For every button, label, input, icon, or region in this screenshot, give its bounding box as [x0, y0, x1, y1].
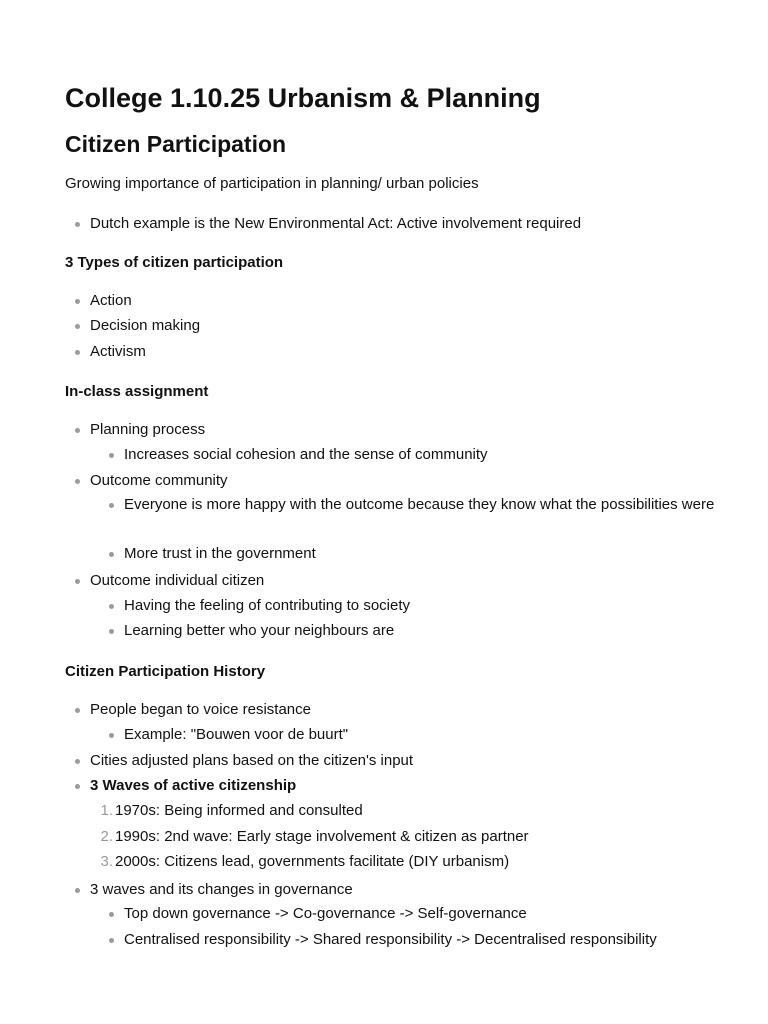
- bullet-icon: [109, 503, 114, 508]
- list-item: Cities adjusted plans based on the citizen's input: [90, 752, 414, 769]
- bullet-icon: [109, 912, 114, 917]
- list-item: More trust in the government: [124, 545, 316, 562]
- list-item: People began to voice resistance: [90, 701, 311, 718]
- list-item: Planning process: [90, 421, 206, 438]
- list-item: Top down governance -> Co-governance -> Self-governance: [124, 905, 527, 922]
- assignment-heading: In-class assignment: [65, 383, 209, 400]
- bullet-icon: [75, 888, 80, 893]
- history-heading: Citizen Participation History: [65, 663, 266, 680]
- intro-paragraph: Growing importance of participation in planning/ urban policies: [65, 175, 479, 192]
- list-item: Example: "Bouwen voor de buurt": [124, 726, 349, 743]
- bullet-icon: [75, 299, 80, 304]
- section-title: Citizen Participation: [65, 131, 287, 157]
- bullet-icon: [75, 759, 80, 764]
- bullet-icon: [109, 733, 114, 738]
- bullet-icon: [75, 222, 80, 227]
- bullet-icon: [75, 579, 80, 584]
- bullet-icon: [75, 350, 80, 355]
- list-item: Everyone is more happy with the outcome because they know what the possibilities were: [124, 496, 715, 513]
- list-item: 3 waves and its changes in governance: [90, 881, 353, 898]
- list-number: 1.: [100, 802, 113, 819]
- page-title: College 1.10.25 Urbanism & Planning: [65, 83, 541, 113]
- list-number: 3.: [100, 853, 113, 870]
- bullet-icon: [109, 552, 114, 557]
- list-item: 1990s: 2nd wave: Early stage involvement & citizen as partner: [115, 828, 529, 845]
- list-item: Dutch example is the New Environmental Act: Active involvement required: [90, 215, 582, 232]
- list-number: 2.: [100, 828, 113, 845]
- bullet-icon: [75, 708, 80, 713]
- bullet-icon: [75, 428, 80, 433]
- bullet-icon: [75, 479, 80, 484]
- list-item: 1970s: Being informed and consulted: [115, 802, 363, 819]
- bullet-icon: [109, 604, 114, 609]
- bullet-icon: [75, 324, 80, 329]
- list-item: Outcome individual citizen: [90, 572, 265, 589]
- list-item: Action: [90, 292, 132, 309]
- list-item: 2000s: Citizens lead, governments facilitate (DIY urbanism): [115, 853, 510, 870]
- list-item: Centralised responsibility -> Shared responsibility -> Decentralised responsibility: [124, 931, 657, 948]
- list-item: Decision making: [90, 317, 201, 334]
- list-item: Increases social cohesion and the sense of community: [124, 446, 488, 463]
- list-item: Activism: [90, 343, 146, 360]
- bullet-icon: [109, 938, 114, 943]
- bullet-icon: [109, 629, 114, 634]
- list-item: Having the feeling of contributing to society: [124, 597, 411, 614]
- list-item: Learning better who your neighbours are: [124, 622, 395, 639]
- list-item: Outcome community: [90, 472, 228, 489]
- bullet-icon: [75, 784, 80, 789]
- bullet-icon: [109, 453, 114, 458]
- types-heading: 3 Types of citizen participation: [65, 254, 284, 271]
- list-item: 3 Waves of active citizenship: [90, 777, 297, 794]
